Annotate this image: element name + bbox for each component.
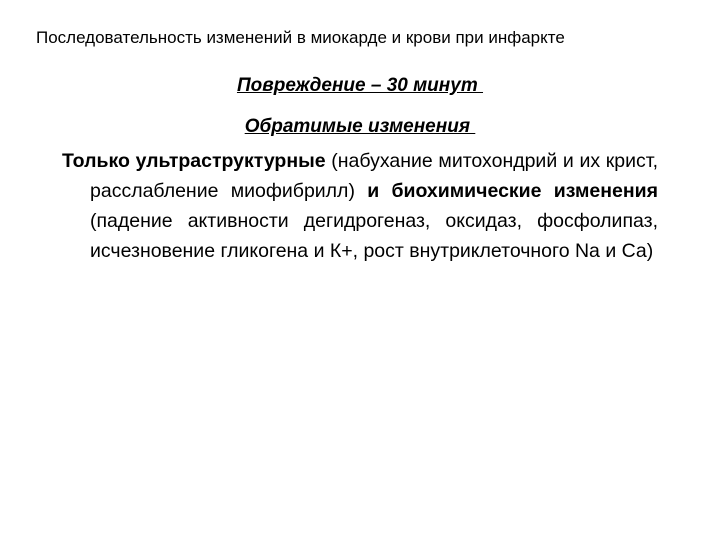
body-paragraph xyxy=(62,146,658,266)
heading-damage-30-minutes: Повреждение – 30 минут xyxy=(236,75,484,96)
paragraph-text-enzymes: (падение активности дегидрогеназ, оксидаз, фосфолипаз, исчезновение гликогена и К+, рост внутриклеточного Na и Са) xyxy=(90,210,658,262)
paragraph-bold-ultrastructural: Только ультраструктурные xyxy=(62,150,326,172)
paragraph-bold-biochemical: и биохимические изменения xyxy=(367,180,658,202)
slide-title: Последовательность изменений в миокарде и крови при инфаркте xyxy=(36,28,565,47)
paragraph-text-mitochondria: (набухание митохондрий и их крист, расслабление миофибрилл) xyxy=(90,150,658,202)
heading-reversible-changes: Обратимые изменения xyxy=(244,116,476,137)
